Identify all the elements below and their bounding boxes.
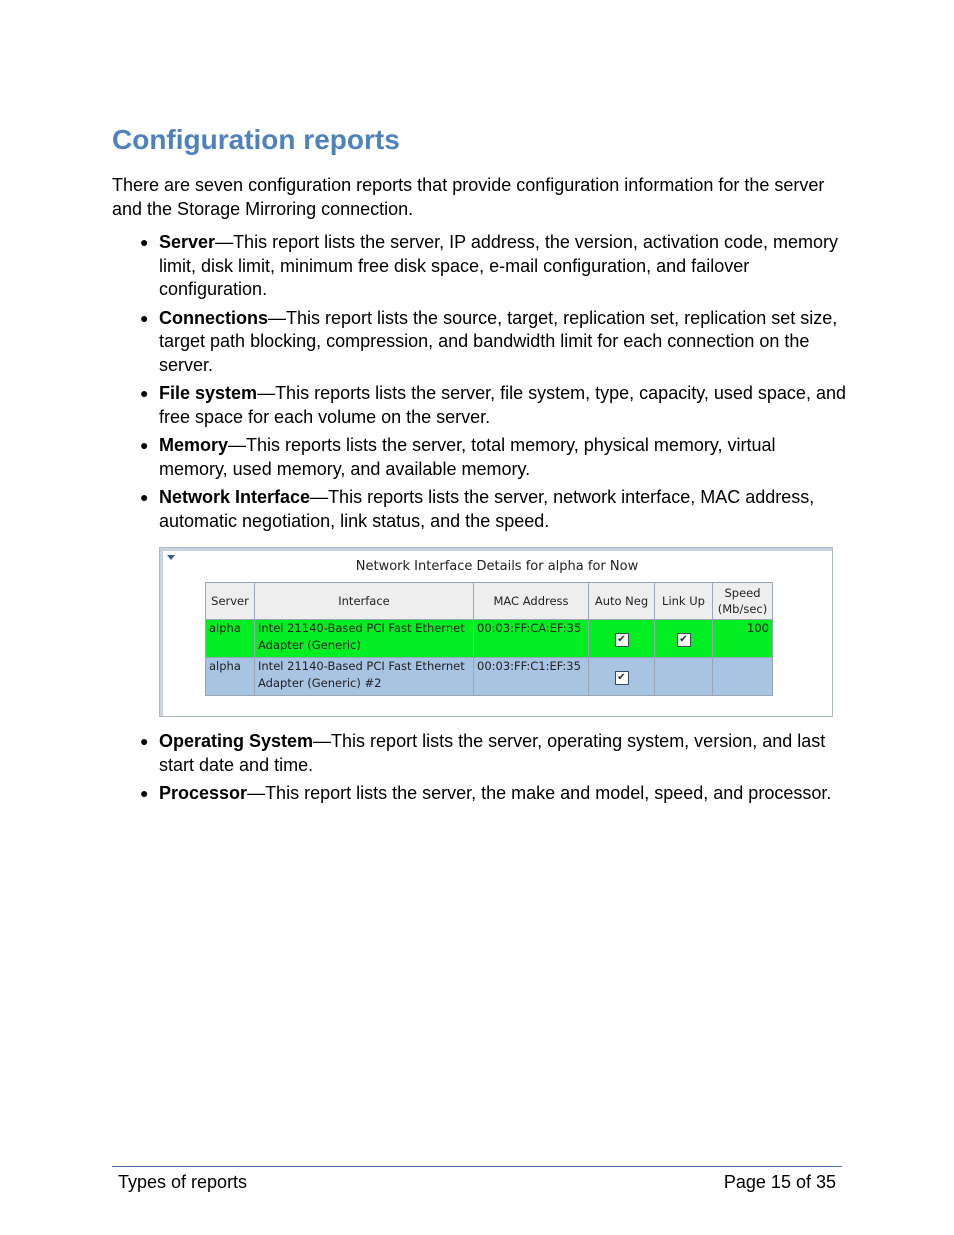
auto-neg-checkbox[interactable]: ✔ bbox=[615, 633, 629, 647]
list-item bbox=[112, 782, 847, 806]
cell-mac-address: 00:03:FF:CA:EF:35 bbox=[474, 620, 589, 658]
network-interface-table bbox=[205, 582, 773, 696]
report-description: —This report lists the source, target, replication set, replication set size, target path blocking, compression, and bandwidth limit for each connection on the server. bbox=[159, 307, 838, 375]
screenshot-top-border bbox=[160, 548, 832, 551]
report-description: —This report lists the server, IP address, the version, activation code, memory limit, disk limit, minimum free disk space, e-mail configuration, and failover configuration. bbox=[159, 232, 838, 299]
report-term: File system bbox=[159, 383, 258, 403]
list-item bbox=[112, 307, 847, 378]
cell-auto-neg bbox=[589, 620, 655, 658]
footer-page-number: Page 15 of 35 bbox=[723, 1172, 836, 1192]
list-item bbox=[112, 730, 847, 777]
intro-paragraph: There are seven configuration reports that provide configuration information for the server and the Storage Mirroring connection. bbox=[112, 175, 825, 219]
cell-link-up bbox=[655, 620, 713, 658]
column-header-mac-address[interactable]: MAC Address bbox=[474, 583, 589, 620]
report-term: Operating System bbox=[159, 731, 314, 751]
cell-server: alpha bbox=[206, 658, 255, 696]
report-description: —This report lists the server, the make and model, speed, and processor. bbox=[247, 783, 832, 803]
report-term: Connections bbox=[159, 307, 269, 328]
cell-server: alpha bbox=[206, 620, 255, 658]
table-row[interactable] bbox=[206, 658, 773, 696]
cell-speed bbox=[713, 658, 773, 696]
bullet-icon: ● bbox=[140, 309, 149, 326]
list-item bbox=[112, 486, 847, 533]
cell-interface: Intel 21140-Based PCI Fast Ethernet Adapter (Generic) #2 bbox=[255, 658, 474, 696]
report-list-bottom bbox=[112, 730, 847, 811]
list-item bbox=[112, 231, 847, 302]
report-term: Server bbox=[159, 232, 216, 252]
report-term: Network Interface bbox=[159, 487, 311, 507]
report-description: —This report lists the server, operating system, version, and last start date and time. bbox=[159, 731, 826, 775]
report-list-top bbox=[112, 231, 847, 538]
bullet-icon: ● bbox=[140, 234, 149, 250]
footer-section-name: Types of reports bbox=[118, 1172, 248, 1192]
column-header-interface[interactable]: Interface bbox=[255, 583, 474, 620]
link-up-checkbox[interactable]: ✔ bbox=[677, 633, 691, 647]
column-header-auto-neg[interactable]: Auto Neg bbox=[589, 583, 655, 620]
auto-neg-checkbox[interactable]: ✔ bbox=[615, 671, 629, 685]
report-term: Memory bbox=[159, 435, 229, 455]
page-title: Configuration reports bbox=[112, 124, 400, 155]
bullet-icon: ● bbox=[140, 437, 149, 453]
cell-link-up bbox=[655, 658, 713, 696]
cell-mac-address: 00:03:FF:C1:EF:35 bbox=[474, 658, 589, 696]
cell-speed: 100 bbox=[713, 620, 773, 658]
report-description: —This reports lists the server, network interface, MAC address, automatic negotiation, link status, and the speed. bbox=[159, 487, 815, 531]
column-header-speed[interactable]: Speed (Mb/sec) bbox=[713, 583, 773, 620]
column-header-link-up[interactable]: Link Up bbox=[655, 583, 713, 620]
bullet-icon: ● bbox=[140, 785, 149, 801]
cell-interface: Intel 21140-Based PCI Fast Ethernet Adapter (Generic) bbox=[255, 620, 474, 658]
bullet-icon: ● bbox=[140, 489, 149, 505]
bullet-icon: ● bbox=[140, 385, 149, 401]
report-description: —This reports lists the server, file system, type, capacity, used space, and free space for each volume on the server. bbox=[159, 383, 846, 427]
list-item bbox=[112, 382, 847, 429]
network-interface-screenshot bbox=[159, 547, 833, 717]
column-header-server[interactable]: Server bbox=[206, 583, 255, 620]
cell-auto-neg bbox=[589, 658, 655, 696]
report-term: Processor bbox=[159, 783, 248, 803]
bullet-icon: ● bbox=[140, 733, 149, 749]
table-header-row bbox=[206, 583, 773, 620]
table-row[interactable] bbox=[206, 620, 773, 658]
report-description: —This reports lists the server, total memory, physical memory, virtual memory, used memory, and available memory. bbox=[159, 435, 776, 479]
list-item bbox=[112, 434, 847, 481]
screenshot-title: Network Interface Details for alpha for Now bbox=[355, 559, 639, 574]
footer-divider bbox=[112, 1166, 842, 1167]
